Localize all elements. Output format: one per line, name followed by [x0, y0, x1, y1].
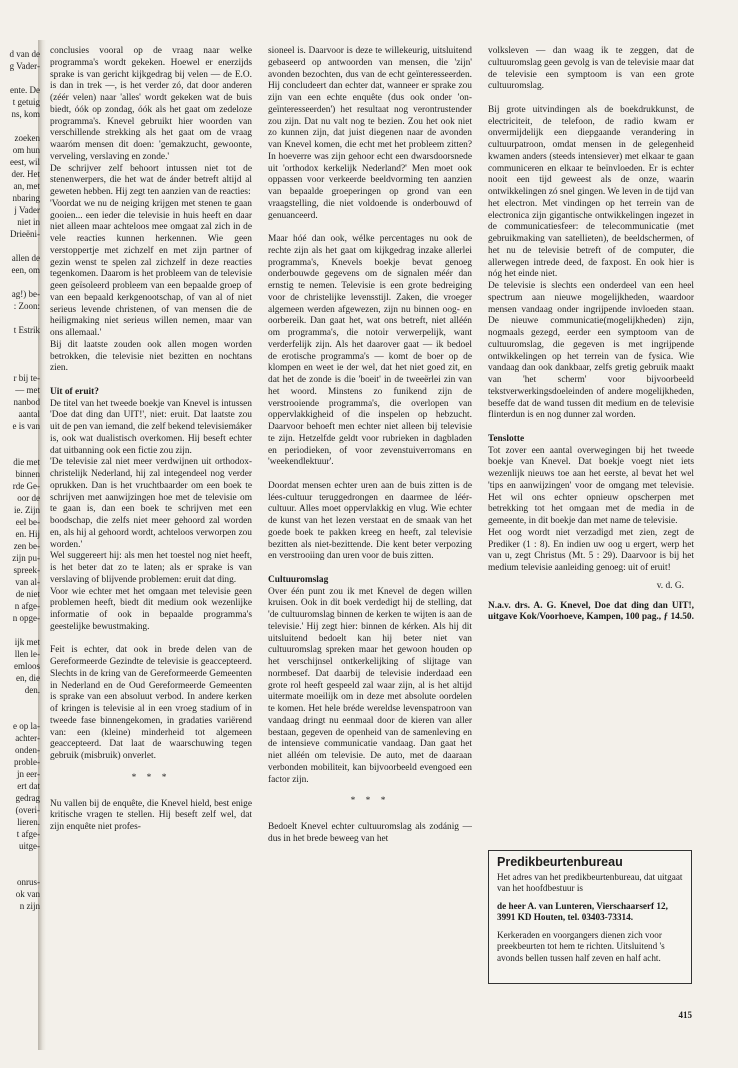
fragment-line — [0, 444, 40, 456]
section-heading: Cultuuromslag — [268, 574, 329, 585]
fragment-line: achter- — [15, 733, 40, 743]
paragraph: Nu vallen bij de enquête, die Knevel hield, best enige kritische vragen te stellen. Hij beseft zelf wel, dat zijn enquête niet profes- — [50, 798, 252, 832]
fragment-line: niet in — [17, 217, 40, 227]
paragraph: Bij grote uitvindingen als de boekdrukkunst, de electriciteit, de telefoon, de radio kwam er onvermijdelijk een diepgaande verandering in cultuurpatroon, omdat mensen in de gelegenheid kwamen anders (steeds intensiever) met elkaar te gaan communiceren en elkaar te beïnvloeden. Er is echter nooit een tijd geweest als de onze, waarin ontwikkelingen zó snel gingen. We leven in de tijd van het electron. Met vindingen op het terrein van de electronica zijn gigantische ontwikkelingen ingezet in de communicatiesfeer: de telecommunicatie (met gebruikmaking van satellieten), de beeldschermen, of het nu de televisie betreft of de computer, die allerwegen intrede deed, de faxpost. En ook hier is nóg het einde niet. — [488, 104, 694, 280]
fragment-line — [0, 336, 40, 348]
fragment-line: e op la- — [13, 721, 40, 731]
section-heading: Tenslotte — [488, 433, 525, 444]
fragment-line: ag!) be- — [11, 289, 40, 299]
fragment-line: ns, kom — [11, 109, 40, 119]
fragment-line: g Vader- — [9, 61, 40, 71]
article-column-3 — [488, 46, 694, 806]
fragment-line: den. — [24, 685, 40, 695]
fragment-line: n afge- — [14, 601, 40, 611]
fragment-line: t Estrik — [13, 325, 40, 335]
fragment-line: — met — [15, 385, 40, 395]
fragment-line: ok van — [15, 889, 40, 899]
fragment-line: en. Hij — [15, 529, 40, 539]
fragment-line: zen be- — [13, 541, 40, 551]
section-heading: Uit of eruit? — [50, 386, 99, 397]
article-column-2 — [268, 46, 472, 1046]
paragraph: volksleven — dan waag ik te zeggen, dat de cultuuromslag geen gevolg is van de televisie maar dat de televisie een symptoom is van een grote cultuuromslag. — [488, 46, 694, 92]
fragment-line — [0, 864, 40, 876]
fragment-line — [0, 624, 40, 636]
fragment-line: der. Het — [11, 169, 40, 179]
fragment-line: de niet — [15, 589, 40, 599]
fragment-line — [0, 852, 40, 864]
paragraph: Bij dit laatste zouden ook allen mogen worden betrokken, die televisie niet bezitten en nochtans zien. — [50, 339, 252, 374]
fragment-line: Drieëni- — [10, 229, 40, 239]
fragment-line: aantal — [18, 409, 40, 419]
paragraph: Feit is echter, dat ook in brede delen van de Gereformeerde Gezindte de televisie is geaccepteerd. Slechts in de kring van de Gereformeerde Gemeenten in Nederland en de Oud Gereformeerde Gemeenten is sprake van een absoluut verbod. In andere kerken of kringen is televisie al in een vroeg stadium of in tweede fase binnengekomen, in gradaties variërend van: een (kleine) minderheid tot algemeen geaccepteerd. Dat laat de waarschuwing tegen gebruik (misbruik) onverlet. — [50, 645, 252, 761]
fragment-line: : Zoon: — [13, 301, 40, 311]
fragment-line: ijk met — [14, 637, 40, 647]
fragment-line — [0, 240, 40, 252]
fragment-line: jn eer- — [16, 769, 40, 779]
fragment-line — [0, 696, 40, 708]
fragment-line: (overi- — [15, 805, 40, 815]
notice-title: Predikbeurtenbureau — [497, 855, 623, 869]
fragment-line: j Vader — [14, 205, 40, 215]
fragment-line: zoeken — [14, 133, 40, 143]
paragraph: Bedoelt Knevel echter cultuuromslag als zodánig — dus in het brede beweeg van het — [268, 822, 472, 844]
fragment-line: onden- — [15, 745, 40, 755]
fragment-line — [0, 708, 40, 720]
fragment-line: n opge- — [12, 613, 40, 623]
fragment-line — [0, 120, 40, 132]
fragment-line: gedrag — [15, 793, 40, 803]
fragment-line — [0, 312, 40, 324]
fragment-line: e is van — [12, 421, 40, 431]
page-number: 415 — [678, 1010, 692, 1020]
fragment-line: een, om — [11, 265, 40, 275]
fragment-line: uitge- — [19, 841, 40, 851]
paragraph: Maar hóé dan ook, wélke percentages nu ook de rechte zijn als het gaat om kijkgedrag inzake allerlei programma's, Knevels boekje bevat genoeg onderbouwde gegevens om de signalen méér dan ernstig te nemen. Televisie is een grote bedreiging voor de christelijke levensstijl. Zaken, die vroeger algemeen werden afgewezen, zijn nu binnen oog- en oorbereik. Dan gaat het, wat ons betreft, niet alléén om programma's, die notoir verwerpelijk, want verderfelijk zijn. Als het daarover gaat — ik bedoel de erotische programma's — komt de boer op de klompen en weet ie der wel, dat het niet goed zit, en dat het de zonde is die 'boeit' in de tweeërlei zin van het woord. Minstens zo funikend zijn de verstrooiende programma's, die overlopen van oppervlakkigheid of die inspelen op hebzucht. Daarvoor behoeft men echter niet alleen bij televisie te zijn. Hetzelfde geldt voor rubrieken in dagbladen en periodieken, of voor zevenstuiverromans en 'weekendlektuur'. — [268, 234, 472, 468]
paragraph-spacer — [50, 634, 252, 646]
paragraph: De televisie is slechts een onderdeel van een heel spectrum aan nieuwe mogelijkheden, waardoor mensen vandaag onder ingrijpende invloeden staan. De nieuwe communicatie(mogelijkheden) zijn, nogmaals gezegd, eerder een symptoom van de cultuuromslag, die gegeven is met ingrijpende ontwikkelingen op het terrein van de fysica. Wie vandaag dan ook dankbaar, zelfs gretig gebruik maakt van 'het scherm' voor bijvoorbeeld tekstverwerkingsdoeleinden of andere mogelijkheden, beseffe dat de wand tussen dit medium en de televisie flinterdun is en nog dunner zal worden. — [488, 281, 694, 421]
fragment-line: rde Ge- — [12, 481, 40, 491]
predikbeurtenbureau-notice — [488, 850, 692, 984]
bibliographic-note: N.a.v. drs. A. G. Knevel, Doe dat ding dan UIT!, uitgave Kok/Voorhoeve, Kampen, 100 pag., ƒ 14.50. — [488, 600, 694, 623]
section-separator: * * * — [131, 772, 171, 783]
paragraph-spacer — [488, 93, 694, 105]
paragraph: conclusies vooral op de vraag naar welke programma's wordt gekeken. Hoewel er enerzijds sprake is van gericht kijkgedrag bij velen — de E.O. is dan in trek —, is het verder zó, dat door anderen (zéér velen) naar 'alles' wordt gekeken wat de buis biedt, óók op zondag, óók als het gaat om zedeloze programma's. Knevel gebruikt hier woorden van verschillende strekking als het gaat om de vraag waaróm mensen dit doen: 'gemakzucht, gewoonte, verveling, verslaving en zonde.' — [50, 46, 252, 162]
paragraph-spacer — [268, 563, 472, 575]
fragment-line: eel be- — [15, 517, 40, 527]
fragment-line: t getuig — [12, 97, 40, 107]
paragraph: De schrijver zelf behoort intussen niet tot de stenenwerpers, die het wat de ánder betreft altijd al geweten hebben. Hij zegt ten aanzien van de reacties: — [50, 163, 252, 197]
fragment-line: nbaring — [12, 193, 40, 203]
fragment-line — [0, 360, 40, 372]
paragraph-spacer — [50, 375, 252, 387]
fragment-line: van al- — [15, 577, 40, 587]
paragraph: Tot zover een aantal overwegingen bij het tweede boekje van Knevel. Dat boekje voegt niet iets wezenlijk nieuws toe aan het eerste, al bevat het wel 'tips en aanwijzingen' voor de omgang met televisie. Het wil ons echter opnieuw opscherpen met betrekking tot het omgaan met de media in de gemeente, in dit boekje dan met name de televisie. — [488, 445, 694, 526]
fragment-line: t afge- — [16, 829, 40, 839]
notice-intro: Het adres van het predikbeurtenbureau, dat uitgaat van het hoofdbestuur is — [497, 871, 683, 893]
fragment-line: ie. Zijn — [14, 505, 40, 515]
fragment-line: en, die — [16, 673, 40, 683]
fragment-line — [0, 72, 40, 84]
fragment-line: binnen — [15, 469, 40, 479]
paragraph: 'De televisie zal niet meer verdwijnen uit orthodox-christelijk Nederland, hij zal integendeel nog verder oprukken. Dan is het vruchtbaarder om een boek te schrijven met aanwijzingen hoe met de televisie om te gaan is, dan een boek te schrijven met een boodschap, die zelfs niet meer gehoord zal worden en, als hij al gehoord wordt, achteloos verworpen zou worden.' — [50, 457, 252, 550]
author-signature: v. d. G. — [656, 580, 684, 591]
fragment-line: emloos — [14, 661, 40, 671]
section-separator: * * * — [350, 796, 390, 807]
fragment-line: oor de — [17, 493, 40, 503]
fragment-line: an, met — [13, 181, 40, 191]
fragment-line: lieren. — [17, 817, 40, 827]
fragment-line: d van de — [9, 49, 40, 59]
paragraph: Doordat mensen echter uren aan de buis zitten is de lées-cultuur teruggedrongen en daarmee de léér-cultuur. Alles moet oppervlakkig en vlug. Wie echter de kunst van het lezen verstaat en de smaak van het goede boek te pakken kreeg en heeft, zal televisie bezitten als niet-bezittende. Die kent beter verpozing en verstrooiing dan uren voor de buis zitten. — [268, 480, 472, 562]
fragment-line: om hun — [12, 145, 40, 155]
fragment-line: spreek- — [13, 565, 40, 575]
fragment-line: llen le- — [14, 649, 40, 659]
paragraph: Het oog wordt niet verzadigd met zien, zegt de Prediker (1 : 8). En indien uw oog u ergert, werp het van u, zegt Christus (Mt. 5 : 29). Daarvoor is bij het medium televisie aanleiding genoeg: uit of eruit! — [488, 527, 694, 573]
paragraph: De titel van het tweede boekje van Knevel is intussen 'Doe dat ding dan UIT!', niet: eruit. Dat laatste zou uit de pen van iemand, die zelf bekend televisiemáker is, ook wat dualistisch overkomen. Hij beseft echter dat uitbanning ook een fictie zou zijn. — [50, 398, 252, 456]
fragment-line: eest, wil — [10, 157, 40, 167]
paragraph: 'Voordat we nu de neiging krijgen met stenen te gaan gooien... een ieder die televisie in huis heeft en daar niet alleen maar achteloos mee omgaat zal zich in de vele reacties kunnen herkennen. Wie geen verstoppertje met zichzelf en met zijn partner of gezin wenst te spelen zal zichzelf in deze reacties tegenkomen. Daarom is het probleem van de televisie geen geïsoleerd probleem van een bepaalde groep of van een bepaald kerkgenootschap, of van al of niet serieus levende christenen, of van mensen die de heiligmaking niet serieus willen nemen, maar van ons allemaal.' — [50, 198, 252, 338]
fragment-line: n zijn — [19, 901, 40, 911]
fragment-line: zijn pu- — [12, 553, 40, 563]
notice-address: de heer A. van Lunteren, Vierschaarserf 12, 3991 KD Houten, tel. 03403-73314. — [497, 900, 668, 922]
previous-page-column-fragment — [0, 48, 40, 1048]
fragment-line: ert dat — [17, 781, 40, 791]
fragment-line — [0, 276, 40, 288]
fragment-line: ente. De — [10, 85, 40, 95]
fragment-line — [0, 432, 40, 444]
fragment-line — [0, 348, 40, 360]
fragment-line: die met — [13, 457, 40, 467]
paragraph: Wel suggereert hij: als men het toestel nog niet heeft, is het beter dat zo te laten; als er sprake is van verslaving of blijvende problemen: eruit dat ding. — [50, 551, 252, 585]
fragment-line: r bij te- — [13, 373, 40, 383]
article-column-1 — [50, 46, 252, 1046]
fragment-line: onrus- — [17, 877, 40, 887]
paragraph: sioneel is. Daarvoor is deze te willekeurig, uitsluitend gebaseerd op antwoorden van mensen, die 'zijn' avonden bezochten, dus van de echt geïnteresseerden. Hij concludeert dan echter dat, wanneer er sprake zou zijn van een echte enquête (dus ook onder 'on-geïnteresseerden') het resultaat nog verontrustender zou zijn. Dat nu valt nog te bezien. Zou het ook niet zo kunnen zijn, dat juist diegenen naar de avonden van Knevel komen, die echt met het probleem zitten? In hoeverre was zijn gehoor echt een dwarsdoorsnede uit 'orthodox kerkelijk Nederland?' Men moet ook oppassen voor verkeerde beeldvorming ten aanzien van bepaalde groeperingen op grond van een vraagstelling, die niet voldoende is onderbouwd of genuanceerd. — [268, 46, 472, 221]
fragment-line: nanbod — [13, 397, 40, 407]
paragraph-spacer — [268, 222, 472, 234]
paragraph: Voor wie echter met het omgaan met televisie geen problemen heeft, biedt dit medium ook wezenlijke informatie of ook in bepaalde programma's geestelijke bewustmaking. — [50, 586, 252, 632]
fragment-line: allen de — [11, 253, 40, 263]
paragraph: Over één punt zou ik met Knevel de degen willen kruisen. Ook in dit boek verdedigt hij de stelling, dat 'de cultuuromslag binnen de kerken te wijten is aan de televisie.' Hij zegt hier: binnen de kérken. Als hij dit uitsluitend bedoelt kan hij beter niet van cultuuromslag spreken maar het gewoon houden op het verschijnsel ontkerkelijking of slijtage van normbesef. Dat daarbij de televisie inderdaad een grote rol heeft gespeeld zal waar zijn, al is het altijd uitermate moeilijk om in deze met absolute oordelen te komen. Het hele bréde wereldse levenspatroon van vandaag dringt nu eenmaal door de kieren van aller bestaan, gegeven de openheid van de samenleving en de intensieve communicatie vandaag. Dan gaat het niet alléén om televisie. De auto, met de daaraan verbonden mobiliteit, kan bijvoorbeeld evengoed een factor zijn. — [268, 586, 472, 785]
paragraph-spacer — [268, 469, 472, 481]
fragment-line: proble- — [14, 757, 40, 767]
notice-note: Kerkeraden en voorgangers dienen zich voor preekbeurten tot hem te richten. Uitsluitend 's avonds bellen tussen half zeven en half acht. — [497, 929, 665, 963]
paragraph-spacer — [488, 422, 694, 434]
